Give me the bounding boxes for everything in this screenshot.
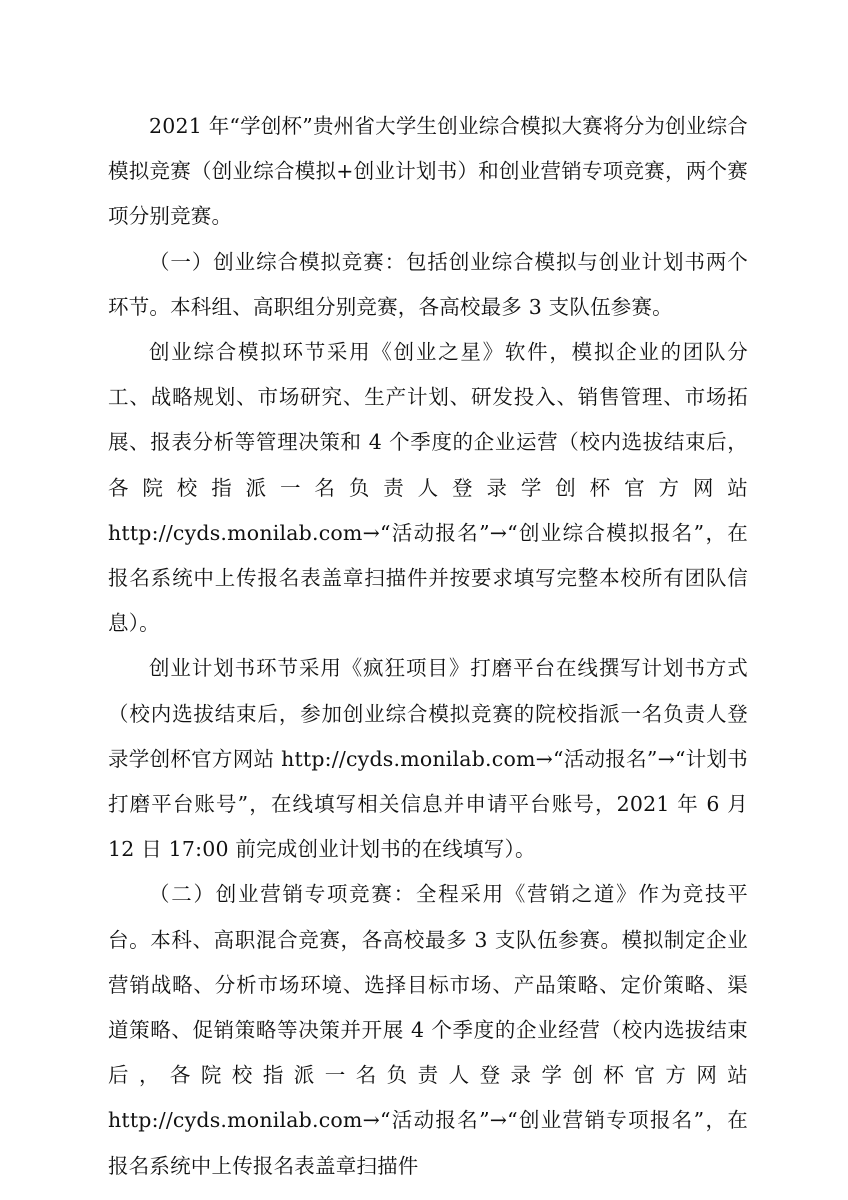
paragraph-section-two: （二）创业营销专项竞赛：全程采用《营销之道》作为竞技平台。本科、高职混合竞赛，各高校最多 3 支队伍参赛。模拟制定企业营销战略、分析市场环境、选择目标市场、产品策略、定价策略、渠道策略、促销策略等决策并开展 4 个季度的企业经营（校内选拔结束后，各院校指派一名负责人登录学创杯官方网站 http://cyds.monilab.com→“活动报名”→“创业营销专项报名”，在报名系统中上传报名表盖章扫描件 — [108, 882, 748, 1178]
paragraph-simulation: 创业综合模拟环节采用《创业之星》软件，模拟企业的团队分工、战略规划、市场研究、生产计划、研发投入、销售管理、市场拓展、报表分析等管理决策和 4 个季度的企业运营（校内选拔结束后，各院校指派一名负责人登录学创杯官方网站 http://cyds.monilab.com→“活动报名”→“创业综合模拟报名”，在报名系统中上传报名表盖章扫描件并按要求填写完整本校所有团队信息）。 — [108, 340, 748, 636]
paragraph-intro: 2021 年“学创杯”贵州省大学生创业综合模拟大赛将分为创业综合模拟竞赛（创业综合模拟+创业计划书）和创业营销专项竞赛，两个赛项分别竞赛。 — [108, 114, 748, 229]
paragraph-business-plan: 创业计划书环节采用《疯狂项目》打磨平台在线撰写计划书方式（校内选拔结束后，参加创业综合模拟竞赛的院校指派一名负责人登录学创杯官方网站 http://cyds.monilab.com→“活动报名”→“计划书打磨平台账号”，在线填写相关信息并申请平台账号，2021 年 6 月 12 日 17:00 前完成创业计划书的在线填写）。 — [108, 656, 748, 862]
document-body — [108, 104, 748, 1189]
paragraph-section-one: （一）创业综合模拟竞赛：包括创业综合模拟与创业计划书两个环节。本科组、高职组分别竞赛，各高校最多 3 支队伍参赛。 — [108, 249, 748, 319]
